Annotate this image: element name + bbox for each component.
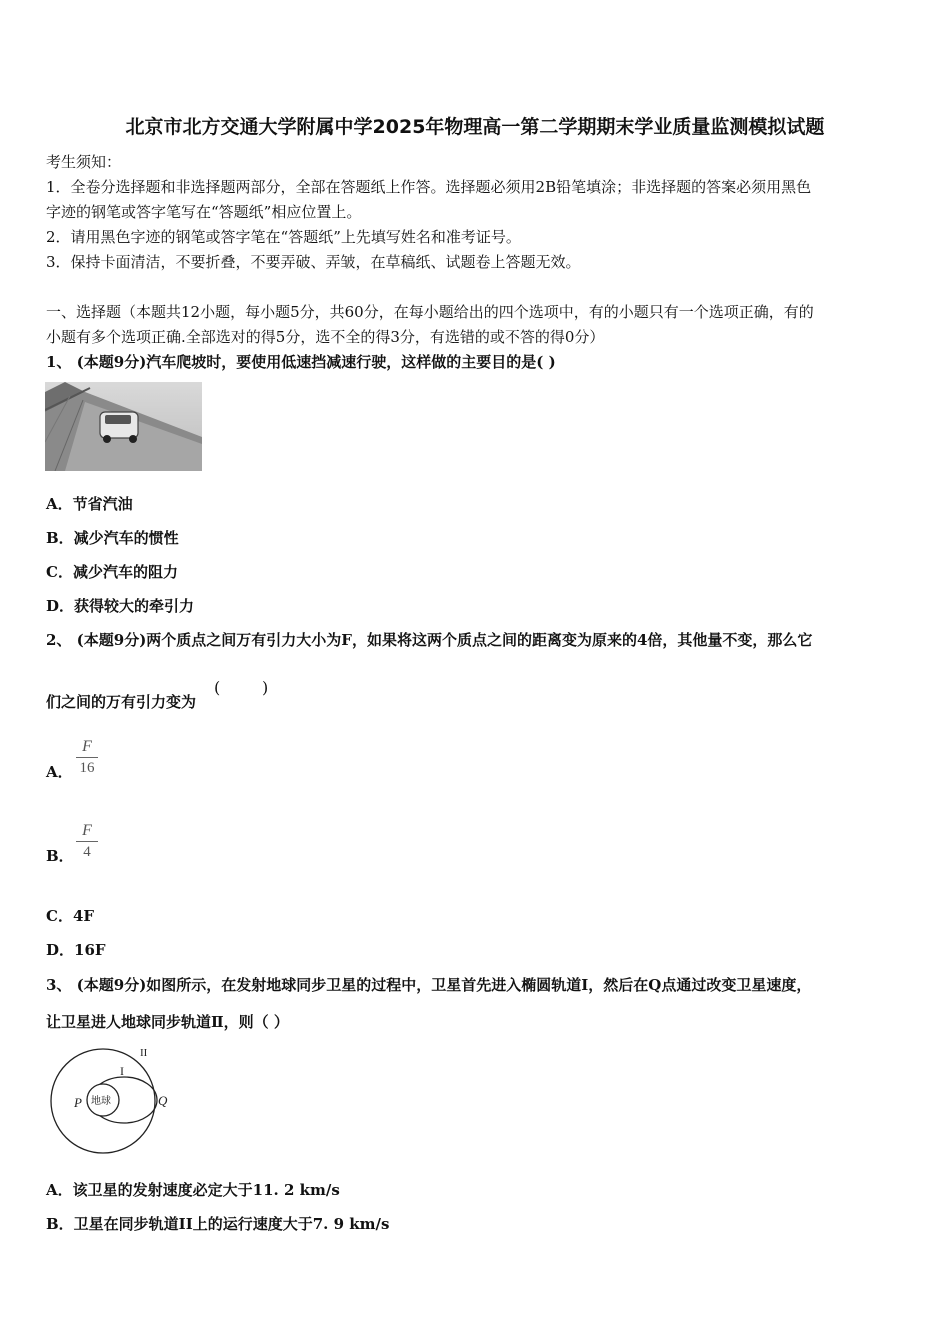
q2-option-d: D．16F: [46, 941, 106, 959]
q2-stem-line-2: 们之间的万有引力变为: [46, 693, 197, 711]
exam-title: 北京市北方交通大学附属中学2025年物理高一第二学期期末学业质量监测模拟试题: [125, 116, 825, 138]
q3-option-a: A．该卫星的发射速度必定大于11. 2 km/s: [46, 1181, 340, 1199]
label-i: I: [120, 1064, 124, 1078]
q2-option-b-denominator: 4: [83, 844, 91, 860]
fraction-bar: [76, 757, 98, 758]
q2-option-b-numerator: F: [82, 822, 92, 839]
label-ii: II: [140, 1047, 148, 1059]
q2-option-a-label: A．: [46, 763, 73, 781]
q1-stem: 1、 (本题9分)汽车爬坡时，要使用低速挡减速行驶，这样做的主要目的是( ): [46, 353, 556, 371]
q3-option-b: B．卫星在同步轨道II上的运行速度大于7. 9 km/s: [46, 1215, 390, 1233]
q2-option-c: C．4F: [46, 907, 95, 925]
satellite-orbit-diagram: [46, 1044, 194, 1156]
notice-item-1-line-2: 字迹的钢笔或答字笔写在“答题纸”相应位置上。: [46, 203, 362, 221]
q2-option-a-numerator: F: [82, 738, 92, 755]
q2-option-a-denominator: 16: [79, 760, 95, 776]
notice-item-2: 2．请用黑色字迹的钢笔或答字笔在“答题纸”上先填写姓名和准考证号。: [46, 228, 521, 246]
label-p: P: [74, 1095, 82, 1110]
q2-option-b-label: B．: [46, 847, 74, 865]
fraction-bar: [76, 841, 98, 842]
q3-stem-line-1: 3、 (本题9分)如图所示，在发射地球同步卫星的过程中，卫星首先进入椭圆轨道I，然后在Q点通过改变卫星速度，: [46, 976, 812, 994]
label-q: Q: [158, 1093, 168, 1108]
q2-stem-line-1: 2、 (本题9分)两个质点之间万有引力大小为F，如果将这两个质点之间的距离变为原来的4倍，其他量不变，那么它: [46, 631, 813, 649]
q2-paren-close: ): [262, 678, 269, 697]
q2-paren-open: (: [214, 678, 221, 697]
notice-item-3: 3．保持卡面清洁，不要折叠，不要弄破、弄皱，在草稿纸、试题卷上答题无效。: [46, 253, 581, 271]
section-heading-line-1: 一、选择题（本题共12小题，每小题5分，共60分，在每小题给出的四个选项中，有的小题只有一个选项正确，有的: [46, 303, 814, 321]
q3-stem-line-2: 让卫星进人地球同步轨道Ⅱ，则（ ）: [46, 1013, 289, 1031]
q2-option-b-fraction: [76, 822, 98, 861]
q2-option-a-fraction: [76, 738, 98, 777]
q1-option-c: C．减少汽车的阻力: [46, 563, 178, 581]
q1-option-d: D．获得较大的牵引力: [46, 597, 195, 615]
car-on-slope-photo: [45, 382, 202, 471]
notice-item-1-line-1: 1．全卷分选择题和非选择题两部分，全部在答题纸上作答。选择题必须用2B铅笔填涂；非选择题的答案必须用黑色: [46, 178, 812, 196]
q1-option-a: A．节省汽油: [46, 495, 133, 513]
notice-heading: 考生须知：: [46, 153, 122, 171]
section-heading-line-2: 小题有多个选项正确.全部选对的得5分，选不全的得3分，有选错的或不答的得0分）: [46, 328, 605, 346]
label-earth: 地球: [91, 1096, 111, 1107]
q1-option-b: B．减少汽车的惯性: [46, 529, 179, 547]
